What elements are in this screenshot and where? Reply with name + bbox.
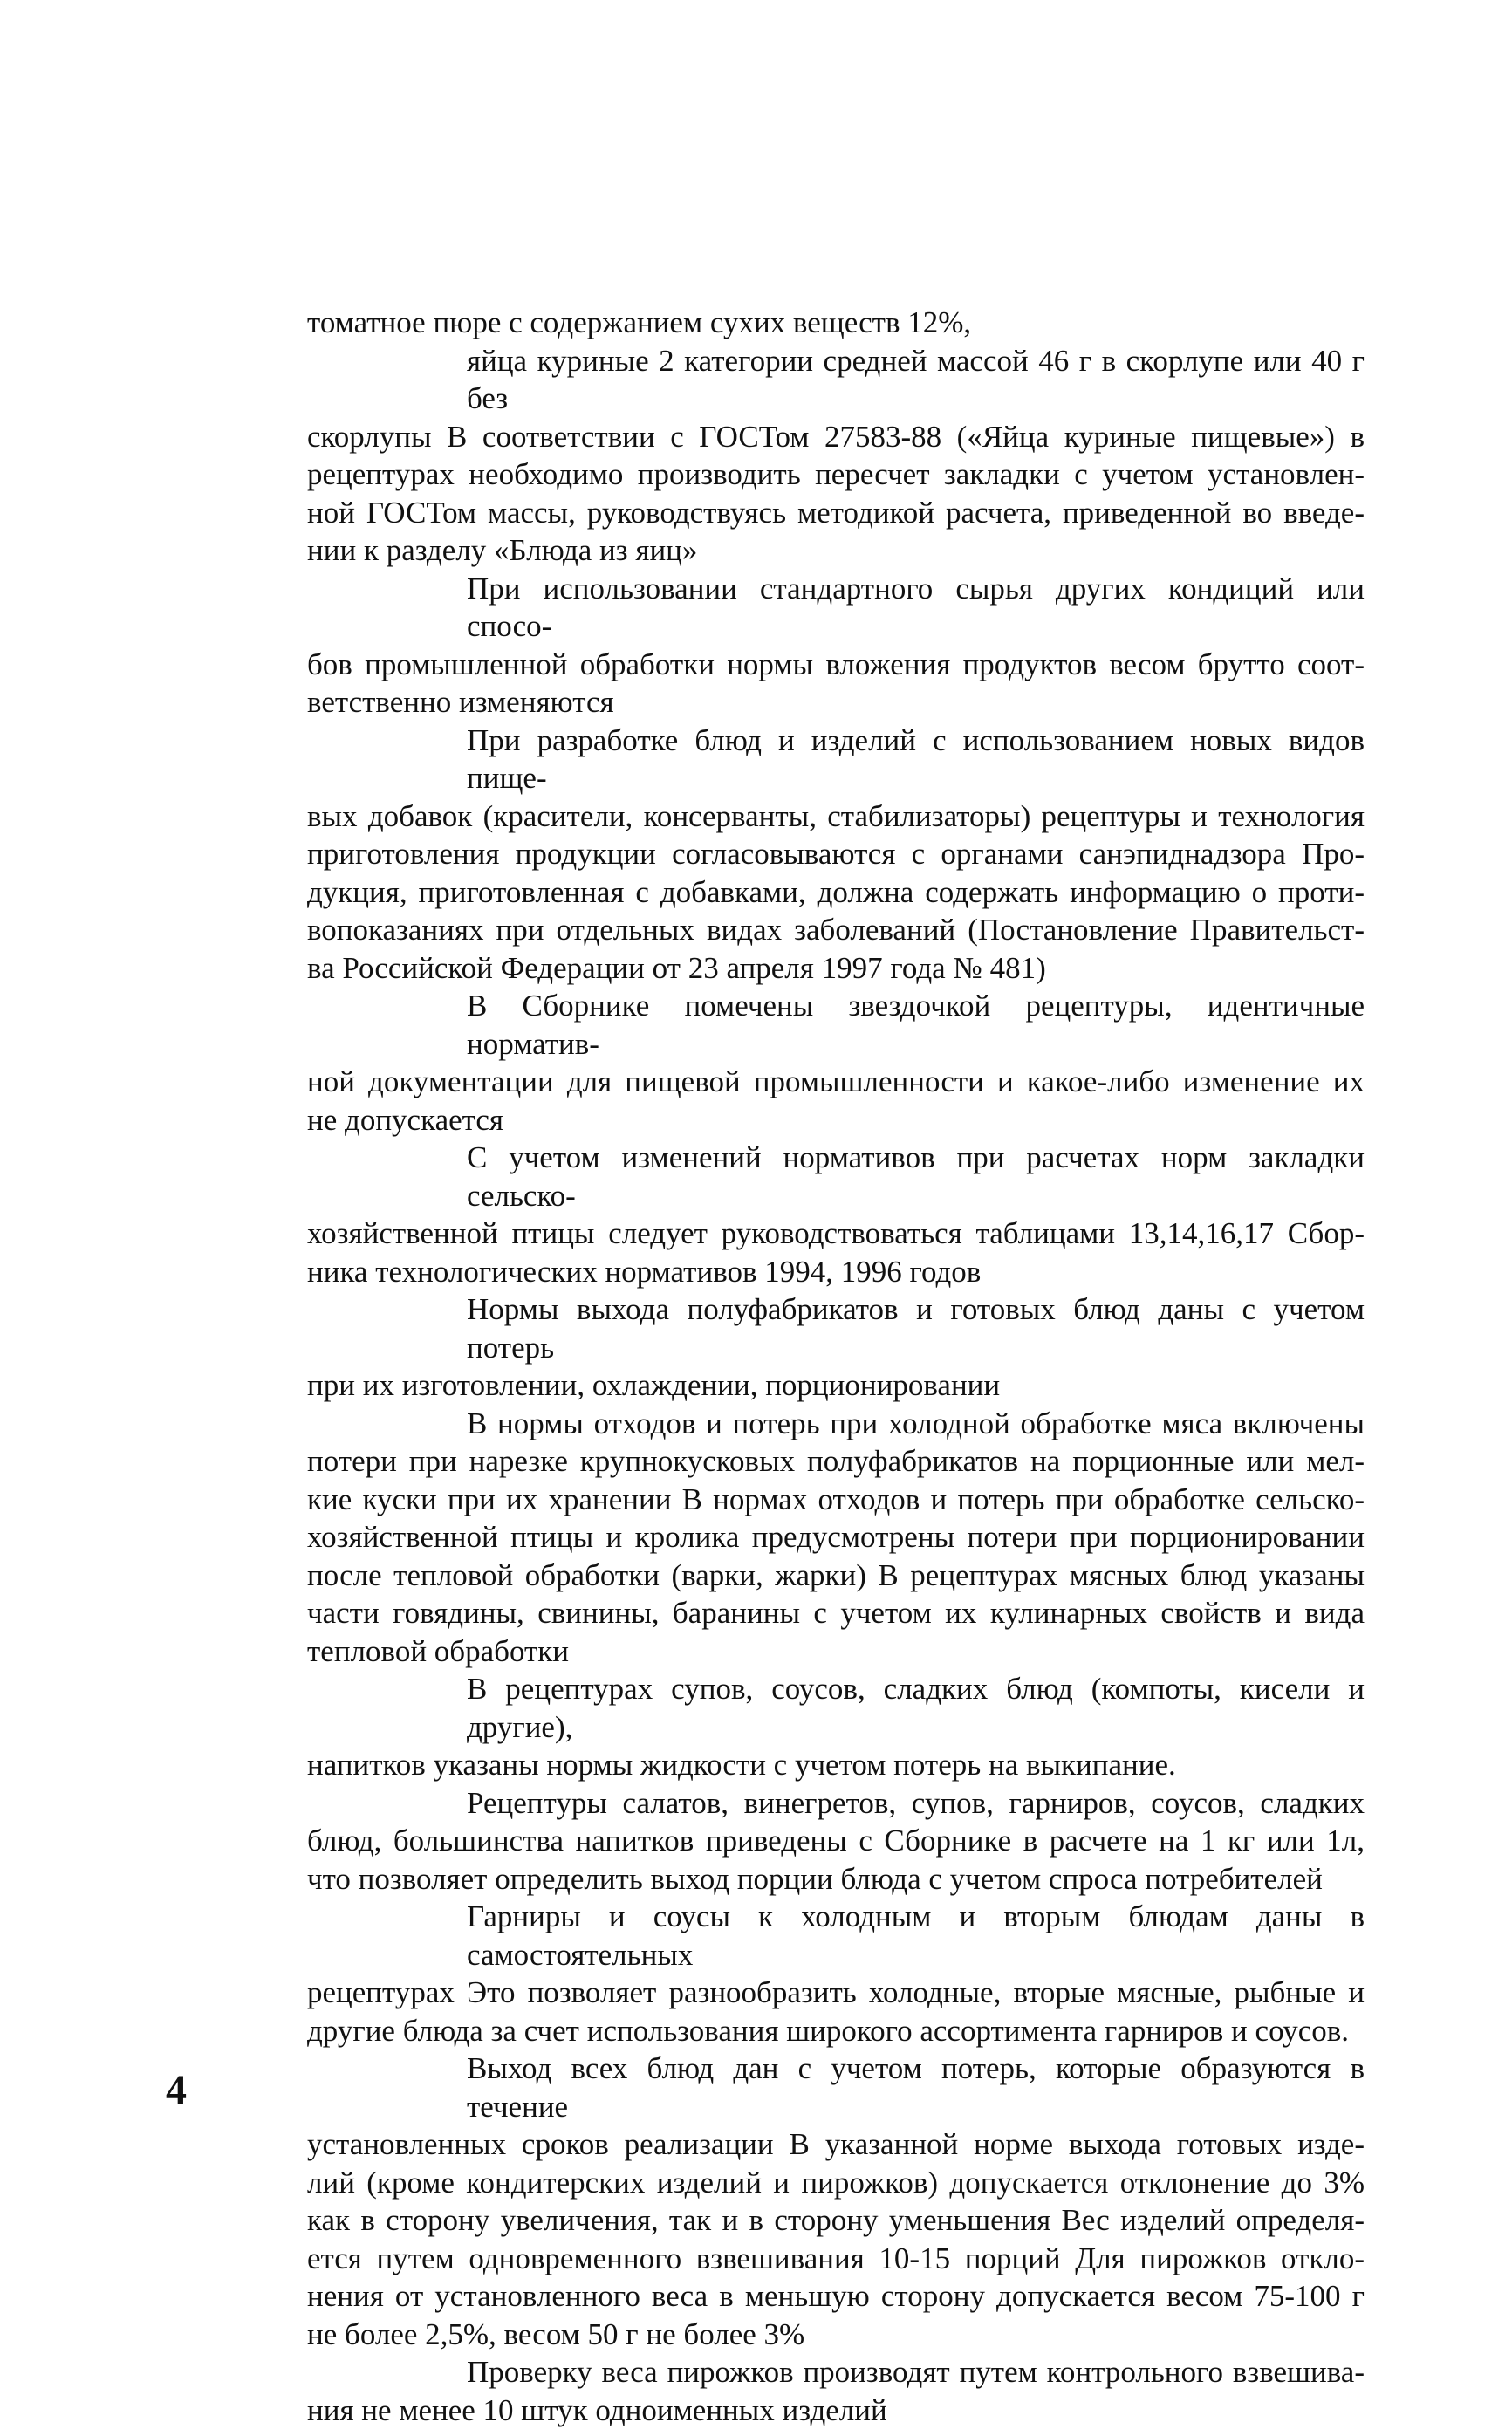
page-number: 4 [166,2066,187,2114]
text-line: хозяйственной птицы и кролика предусмотрены потери при порционировании [307,1518,1365,1557]
text-line: яйца куриные 2 категории средней массой 46 г в скорлупе или 40 г без [307,342,1365,418]
paragraph [307,987,1365,1139]
text-line: другие блюда за счет использования широкого ассортимента гарниров и соусов. [307,2012,1365,2050]
text-line: ной ГОСТом массы, руководствуясь методикой расчета, приведенной во введе- [307,494,1365,532]
text-line: напитков указаны нормы жидкости с учетом потерь на выкипание. [307,1746,1365,1784]
paragraph [307,342,1365,570]
paragraph [307,1290,1365,1405]
text-line: блюд, большинства напитков приведены с Сборнике в расчете на 1 кг или 1л, [307,1822,1365,1860]
text-line: ния не менее 10 штук одноименных изделий [307,2391,1365,2429]
text-line: вых добавок (красители, консерванты, стабилизаторы) рецептуры и технология [307,797,1365,836]
text-line: рецептурах Это позволяет разнообразить холодные, вторые мясные, рыбные и [307,1974,1365,2012]
text-line: ной документации для пищевой промышленности и какое-либо изменение их [307,1063,1365,1101]
text-line: не допускается [307,1101,1365,1139]
text-line: При разработке блюд и изделий с использованием новых видов пище- [307,722,1365,797]
text-line: установленных сроков реализации В указанной норме выхода готовых изде- [307,2125,1365,2164]
text-line: В рецептурах супов, соусов, сладких блюд (компоты, кисели и другие), [307,1670,1365,1746]
text-line: части говядины, свинины, баранины с учетом их кулинарных свойств и вида [307,1594,1365,1632]
text-line: томатное пюре с содержанием сухих веществ 12%, [307,304,1365,342]
text-line: При использовании стандартного сырья других кондиций или спосо- [307,570,1365,646]
text-line: дукция, приготовленная с добавками, должна содержать информацию о проти- [307,873,1365,912]
text-line: нии к разделу «Блюда из яиц» [307,531,1365,570]
text-line: Нормы выхода полуфабрикатов и готовых блюд даны с учетом потерь [307,1290,1365,1366]
text-line: Выход всех блюд дан с учетом потерь, которые образуются в течение [307,2049,1365,2125]
text-line: бов промышленной обработки нормы вложения продуктов весом брутто соот- [307,646,1365,684]
text-line: С учетом изменений нормативов при расчетах норм закладки сельско- [307,1139,1365,1214]
text-line: ветственно изменяются [307,683,1365,722]
paragraph [307,2049,1365,2353]
text-line: как в сторону увеличения, так и в сторону уменьшения Вес изделий определя- [307,2201,1365,2240]
text-line: не более 2,5%, весом 50 г не более 3% [307,2316,1365,2354]
text-line: тепловой обработки [307,1632,1365,1671]
text-line: кие куски при их хранении В нормах отходов и потерь при обработке сельско- [307,1481,1365,1519]
paragraph [307,304,1365,342]
text-line: лий (кроме кондитерских изделий и пирожков) допускается отклонение до 3% [307,2164,1365,2202]
paragraph [307,570,1365,722]
page-body [307,304,1365,2429]
paragraph [307,1898,1365,2049]
paragraph [307,1784,1365,1899]
paragraph [307,1670,1365,1784]
text-line: вопоказаниях при отдельных видах заболеваний (Постановление Правительст- [307,911,1365,949]
text-line: что позволяет определить выход порции блюда с учетом спроса потребителей [307,1860,1365,1899]
text-line: при их изготовлении, охлаждении, порционировании [307,1366,1365,1405]
text-line: хозяйственной птицы следует руководствоваться таблицами 13,14,16,17 Сбор- [307,1214,1365,1253]
paragraph [307,722,1365,988]
paragraph [307,1405,1365,1671]
text-line: Рецептуры салатов, винегретов, супов, гарниров, соусов, сладких [307,1784,1365,1823]
paragraph [307,2353,1365,2429]
text-line: ва Российской Федерации от 23 апреля 1997 года № 481) [307,949,1365,988]
text-line: ется путем одновременного взвешивания 10-15 порций Для пирожков откло- [307,2240,1365,2278]
text-line: ника технологических нормативов 1994, 1996 годов [307,1253,1365,1291]
text-line: нения от установленного веса в меньшую сторону допускается весом 75-100 г [307,2277,1365,2316]
text-line: скорлупы В соответствии с ГОСТом 27583-88 («Яйца куриные пищевые») в [307,418,1365,456]
text-line: приготовления продукции согласовываются с органами санэпиднадзора Про- [307,835,1365,873]
text-line: после тепловой обработки (варки, жарки) В рецептурах мясных блюд указаны [307,1557,1365,1595]
text-line: Проверку веса пирожков производят путем контрольного взвешива- [307,2353,1365,2391]
text-line: потери при нарезке крупнокусковых полуфабрикатов на порционные или мел- [307,1442,1365,1481]
paragraph [307,1139,1365,1290]
text-line: В нормы отходов и потерь при холодной обработке мяса включены [307,1405,1365,1443]
text-line: Гарниры и соусы к холодным и вторым блюдам даны в самостоятельных [307,1898,1365,1974]
text-line: В Сборнике помечены звездочкой рецептуры, идентичные норматив- [307,987,1365,1063]
text-line: рецептурах необходимо производить пересчет закладки с учетом установлен- [307,455,1365,494]
